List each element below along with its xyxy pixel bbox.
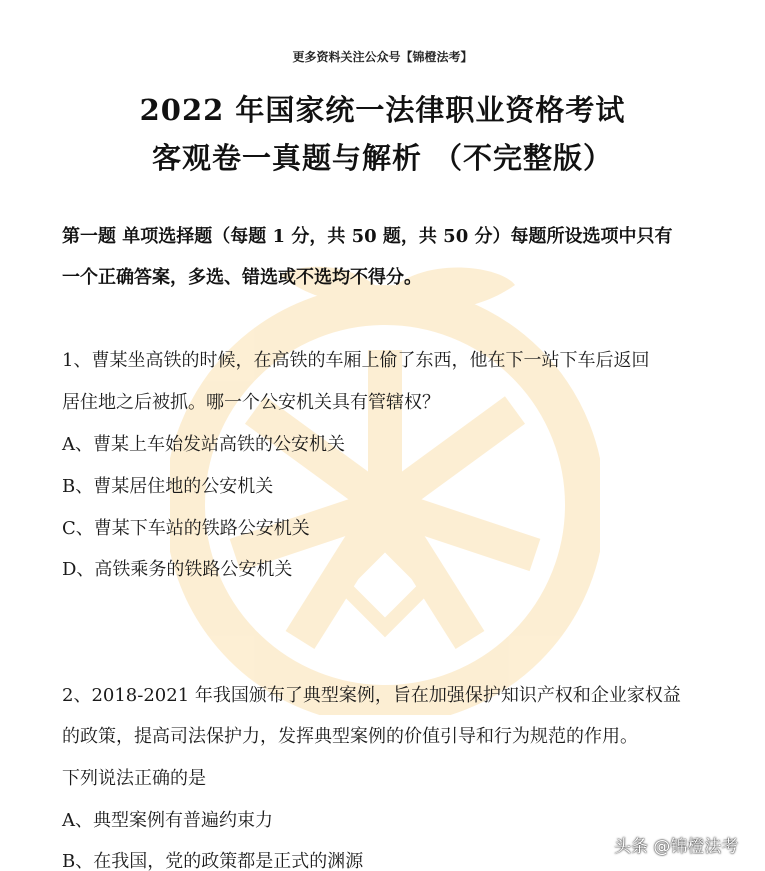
source-watermark-text: 头条 @锦橙法考 <box>614 837 739 857</box>
section-instruction-line-2: 一个正确答案，多选、错选或不选均不得分。 <box>62 267 422 288</box>
question-1-option-d: D、高铁乘务的铁路公安机关 <box>62 559 293 580</box>
question-2-stem-line-1: 2、2018-2021 年我国颁布了典型案例，旨在加强保护知识产权和企业家权益 <box>62 685 681 706</box>
question-1-option-c: C、曹某下车站的铁路公安机关 <box>62 518 310 539</box>
question-1-option-a: A、曹某上车始发站高铁的公安机关 <box>62 434 345 455</box>
question-1-stem-line-2: 居住地之后被抓。哪一个公安机关具有管辖权？ <box>62 392 440 413</box>
question-2-option-b: B、在我国，党的政策都是正式的渊源 <box>62 851 364 871</box>
question-2-option-a: A、典型案例有普遍约束力 <box>62 810 273 831</box>
question-1-option-b: B、曹某居住地的公安机关 <box>62 476 274 497</box>
question-1-stem-line-1: 1、曹某坐高铁的时候，在高铁的车厢上偷了东西，他在下一站下车后返回 <box>62 350 650 371</box>
question-2-stem-line-3: 下列说法正确的是 <box>62 768 206 789</box>
page-title-line-1: 2022 年国家统一法律职业资格考试 <box>139 93 626 127</box>
page-title-line-2: 客观卷一真题与解析 （不完整版） <box>151 141 614 175</box>
top-note: 更多资料关注公众号【锦橙法考】 <box>292 50 473 64</box>
question-2-stem-line-2: 的政策，提高司法保护力，发挥典型案例的价值引导和行为规范的作用。 <box>62 726 638 747</box>
section-instruction-line-1: 第一题 单项选择题（每题 1 分，共 50 题，共 50 分）每题所设选项中只有 <box>62 226 673 247</box>
